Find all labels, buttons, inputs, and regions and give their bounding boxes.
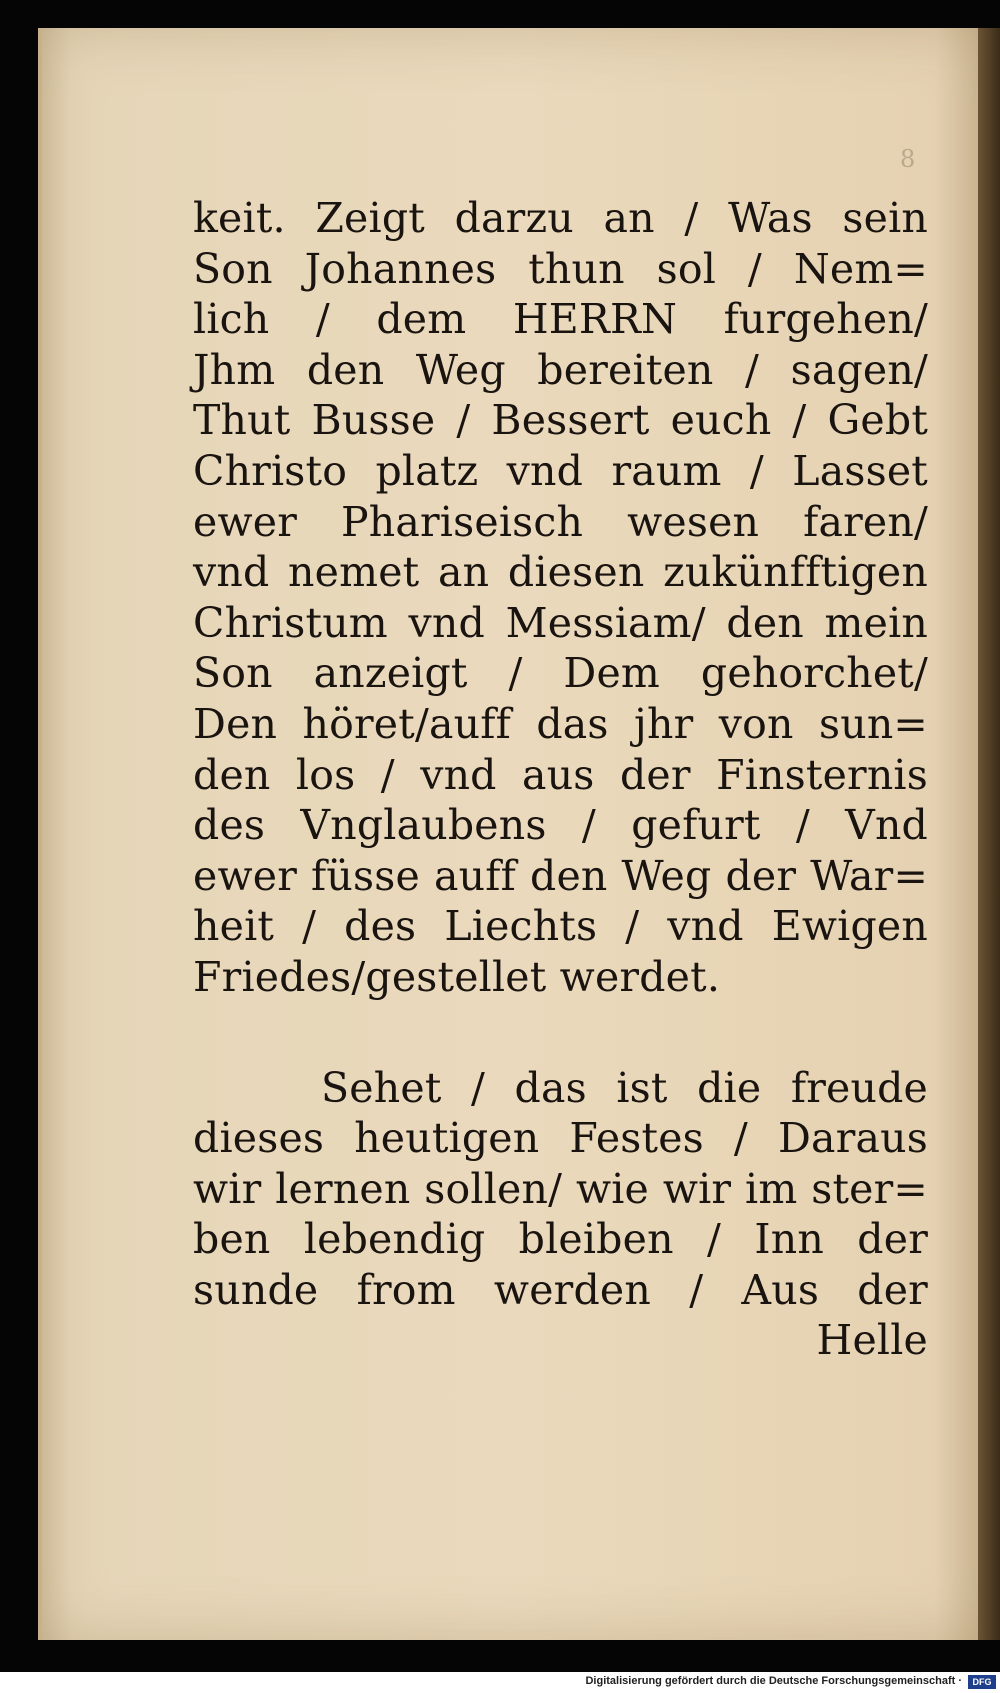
page-edge bbox=[978, 28, 1000, 1640]
text-line: ewer Phariseisch wesen faren/ bbox=[193, 497, 928, 546]
text-line: wir lernen sollen/ wie wir im ster= bbox=[193, 1164, 928, 1213]
text-line: Son Johannes thun sol / Nem= bbox=[193, 244, 928, 293]
text-line: vnd nemet an diesen zukünfftigen bbox=[193, 548, 928, 597]
dfg-logo-icon: DFG bbox=[968, 1675, 996, 1689]
body-text bbox=[193, 193, 928, 1366]
text-line: Sehet / das ist die freude bbox=[321, 1063, 928, 1112]
text-line: den los / vnd aus der Finsternis bbox=[193, 750, 928, 799]
text-line: lich / dem HERRN furgehen/ bbox=[193, 295, 928, 344]
text-line: keit. Zeigt darzu an / Was sein bbox=[193, 194, 928, 242]
funding-credit: Digitalisierung gefördert durch die Deutsche Forschungsgemeinschaft · bbox=[585, 1675, 962, 1687]
text-line: Jhm den Weg bereiten / sagen/ bbox=[193, 345, 928, 394]
text-line: Son anzeigt / Dem gehorchet/ bbox=[193, 649, 928, 698]
paragraph-1 bbox=[193, 193, 928, 1003]
text-line: Den höret/auff das jhr von sun= bbox=[193, 699, 928, 748]
text-line: des Vnglaubens / gefurt / Vnd bbox=[193, 801, 928, 850]
text-line: ewer füsse auff den Weg der War= bbox=[193, 851, 928, 900]
text-line: Christum vnd Messiam/ den mein bbox=[193, 598, 928, 647]
text-line: dieses heutigen Festes / Daraus bbox=[193, 1114, 928, 1163]
text-line: sunde from werden / Aus der bbox=[193, 1265, 928, 1314]
text-line: ben lebendig bleiben / Inn der bbox=[193, 1215, 928, 1264]
text-line: Christo platz vnd raum / Lasset bbox=[193, 446, 928, 495]
paragraph-2 bbox=[193, 1063, 928, 1367]
text-line: heit / des Liechts / vnd Ewigen bbox=[193, 902, 928, 951]
text-line: Friedes/gestellet werdet. bbox=[193, 952, 721, 1001]
paragraph-gap bbox=[193, 1003, 928, 1063]
text-line: Thut Busse / Bessert euch / Gebt bbox=[193, 396, 928, 445]
digitization-footer bbox=[0, 1672, 1000, 1693]
catchword: Helle bbox=[816, 1316, 928, 1365]
faded-folio-number: 8 bbox=[900, 145, 916, 173]
